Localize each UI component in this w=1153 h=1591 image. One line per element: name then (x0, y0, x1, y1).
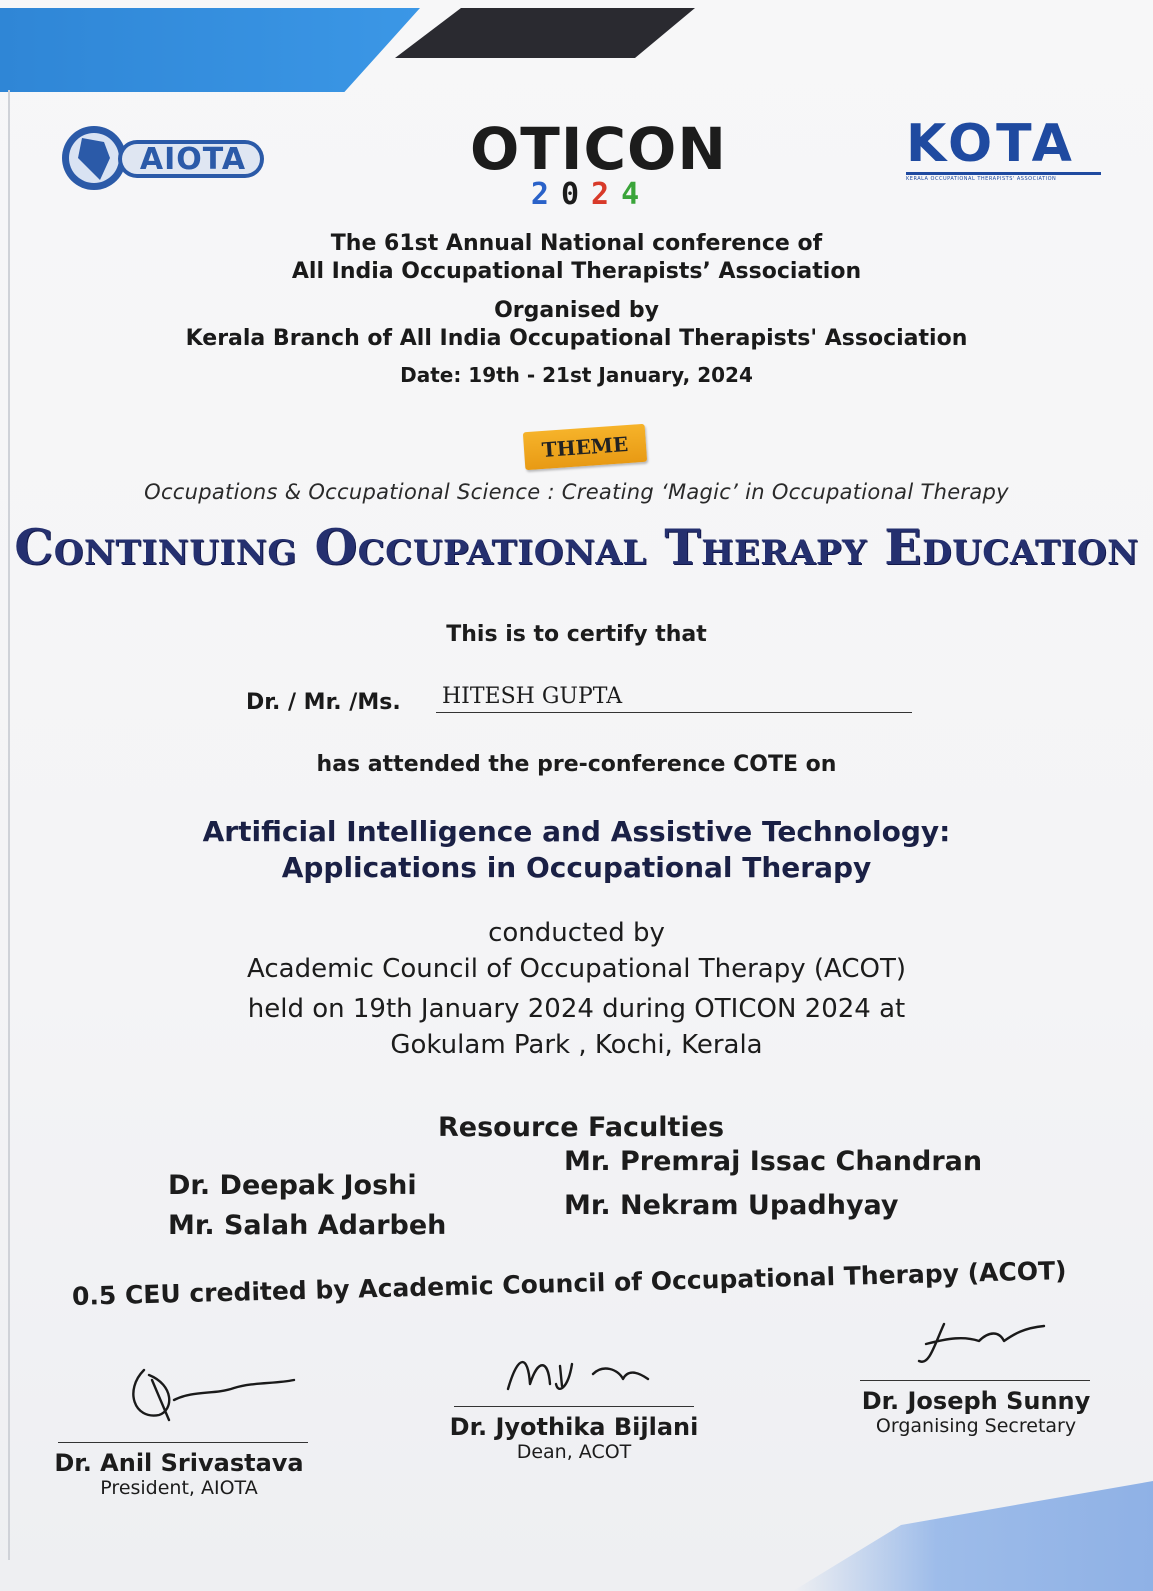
signature-jyothika (498, 1344, 658, 1404)
signature-anil (114, 1360, 314, 1438)
kota-logo-subtext: KERALA OCCUPATIONAL THERAPISTS' ASSOCIATION (906, 172, 1101, 182)
signatory-name: Dr. Anil Srivastava (54, 1449, 304, 1477)
faculty-name: Mr. Salah Adarbeh (168, 1210, 447, 1241)
oticon-logo (470, 115, 727, 230)
signature-joseph (904, 1316, 1064, 1376)
name-prefix: Dr. / Mr. /Ms. (246, 690, 401, 715)
oticon-logo-word: OTICON (470, 115, 727, 183)
held-line: held on 19th January 2024 during OTICON 2024 at (247, 994, 906, 1024)
kota-logo (906, 114, 1101, 182)
year-digit: 2 (591, 177, 610, 212)
top-blue-band (0, 8, 420, 92)
signatory-name: Dr. Jyothika Bijlani (449, 1413, 699, 1441)
faculty-name: Dr. Deepak Joshi (168, 1170, 417, 1201)
ceu-credit-line: 0.5 CEU credited by Academic Council of Occupational Therapy (ACOT) (71, 1255, 1067, 1311)
event-date: Date: 19th - 21st January, 2024 (400, 363, 753, 387)
top-dark-band (395, 8, 695, 58)
year-digit: 4 (621, 177, 640, 212)
intro-line-1: The 61st Annual National conference of (330, 231, 823, 256)
signatory-dean (438, 1344, 710, 1463)
signatory-secretary (856, 1316, 1096, 1437)
certificate-title: Continuing Occupational Therapy Education (14, 518, 1139, 576)
intro-line-2: All India Occupational Therapists’ Association (291, 259, 862, 284)
signatory-role: President, AIOTA (100, 1477, 258, 1499)
topic-line-2: Applications in Occupational Therapy (281, 851, 872, 884)
certify-line: This is to certify that (446, 622, 707, 647)
attended-line: has attended the pre-conference COTE on (316, 752, 837, 777)
faculty-name: Mr. Premraj Issac Chandran (564, 1146, 983, 1177)
oticon-logo-year (470, 177, 700, 212)
intro-line-4: Kerala Branch of All India Occupational Therapists' Association (185, 326, 968, 351)
aiota-logo-text: AIOTA (139, 142, 247, 177)
theme-tag: THEME (523, 424, 647, 470)
year-digit: 2 (530, 177, 549, 212)
aiota-logo (52, 118, 272, 204)
faculty-title: Resource Faculties (438, 1112, 725, 1143)
conducted-by-label: conducted by (488, 918, 665, 948)
signatory-president (44, 1360, 314, 1499)
signatory-role: Dean, ACOT (516, 1441, 632, 1463)
recipient-row (246, 680, 926, 720)
signatory-name: Dr. Joseph Sunny (861, 1387, 1091, 1415)
signatory-role: Organising Secretary (875, 1415, 1077, 1437)
recipient-name: HITESH GUPTA (436, 682, 912, 713)
theme-text: Occupations & Occupational Science : Creating ‘Magic’ in Occupational Therapy (144, 480, 1009, 504)
topic-line-1: Artificial Intelligence and Assistive Technology: (202, 815, 951, 848)
faculty-name: Mr. Nekram Upadhyay (564, 1190, 899, 1221)
intro-line-3: Organised by (494, 298, 659, 323)
kota-logo-text: KOTA (906, 114, 1076, 174)
venue: Gokulam Park , Kochi, Kerala (390, 1030, 763, 1060)
year-digit: 0 (560, 177, 579, 212)
conducted-org: Academic Council of Occupational Therapy (ACOT) (247, 954, 906, 984)
